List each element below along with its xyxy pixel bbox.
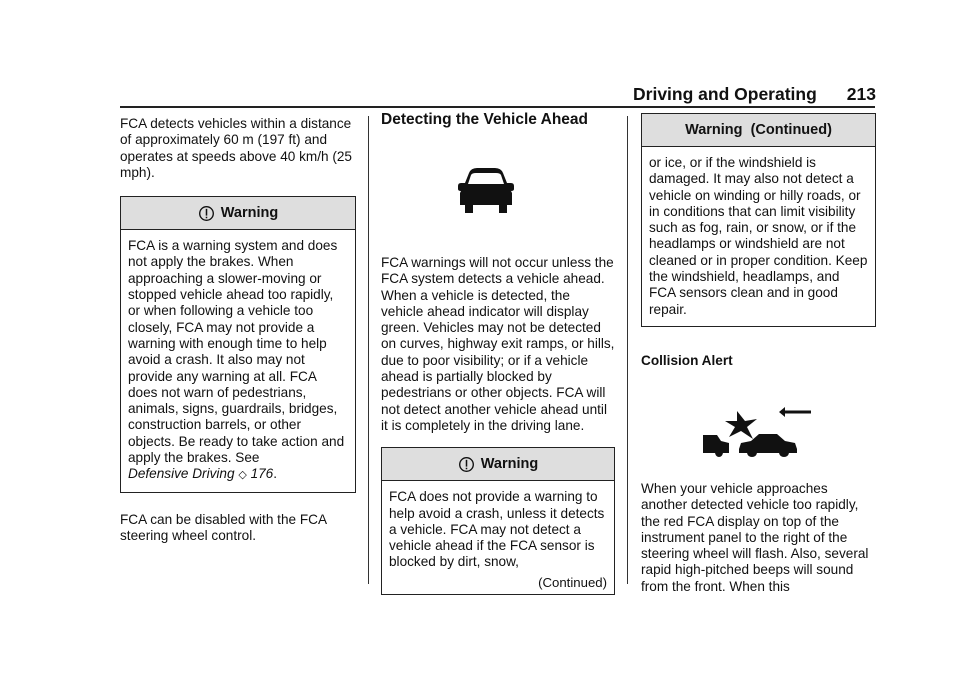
reference-page: 176	[250, 466, 274, 482]
warning-title: Warning (Continued)	[685, 122, 832, 138]
warning-header	[121, 197, 355, 230]
outro-paragraph: FCA can be disabled with the FCA steering wheel control.	[120, 511, 327, 543]
vehicle-ahead-icon	[457, 167, 517, 217]
header-rule	[120, 106, 875, 108]
warning-icon	[458, 456, 475, 473]
collision-alert-icon	[701, 403, 811, 459]
page-ref-icon: ◇	[238, 469, 247, 482]
warning-body	[121, 230, 355, 491]
column-middle	[381, 110, 615, 595]
warning-box	[120, 196, 356, 492]
continued-label: (Continued)	[538, 574, 607, 590]
column-divider	[627, 116, 628, 584]
detecting-paragraph: FCA warnings will not occur unless the FCA system detects a vehicle ahead. When a vehicle is detected, the vehicle ahead indicator will display green. Vehicles may not be detected on curves, highway exit ramps, or hills, due to poor visibility; or if a vehicle ahead is partially blocked by pedestrians or other objects. FCA will not detect another vehicle ahead until it is completely in the driving lane.	[381, 255, 615, 433]
warning-text: FCA is a warning system and does not apply the brakes. When approaching a slower-moving or stopped vehicle ahead too rapidly, or when following a vehicle too closely, FCA may not provide a warning with enough time to help avoid a crash. It also may not provide any warning at all. FCA does not warn of pedestrians, animals, signs, guardrails, bridges, construction barrels, or other objects. Be ready to take action and apply the brakes. See	[128, 238, 345, 466]
intro-paragraph: FCA detects vehicles within a distance of approximately 60 m (197 ft) and operates at speeds above 40 km/h (25 mph).	[120, 116, 352, 180]
warning-header	[642, 114, 875, 147]
reference-punct: .	[273, 466, 278, 482]
warning-continued-box	[641, 113, 876, 327]
section-title: Driving and Operating	[633, 84, 817, 104]
page-header	[633, 84, 876, 105]
page-number: 213	[846, 84, 876, 104]
column-right	[641, 110, 876, 595]
subheading-collision-alert: Collision Alert	[641, 352, 733, 368]
reference-title: Defensive Driving	[128, 466, 235, 482]
warning-body: or ice, or if the windshield is damaged. It may also not detect a vehicle on winding or hilly roads, or in conditions that can limit visibility such as fog, rain, or snow, or if the headlamps or windshield are not cleaned or in proper condition. Keep the windshield, headlamps, and FCA sensors clean and in good repair.	[649, 155, 868, 317]
warning-header	[382, 448, 614, 481]
warning-title: Warning	[480, 456, 539, 473]
warning-text: FCA does not provide a warning to help avoid a crash, unless it detects a vehicle. FCA may not detect a vehicle ahead if the FCA sensor is blocked by dirt, snow,	[389, 489, 605, 570]
warning-icon	[198, 205, 215, 222]
warning-title: Warning	[220, 205, 279, 222]
column-left	[120, 110, 356, 544]
section-heading: Detecting the Vehicle Ahead	[381, 111, 589, 128]
reference-link[interactable]	[128, 466, 273, 481]
warning-box	[381, 447, 615, 595]
column-divider	[368, 116, 369, 584]
collision-paragraph: When your vehicle approaches another detected vehicle too rapidly, the red FCA display on top of the instrument panel to the right of the steering wheel will flash. Also, several rapid high-pitched beeps will sound from the front. When this	[641, 480, 869, 594]
warning-body	[382, 481, 614, 594]
